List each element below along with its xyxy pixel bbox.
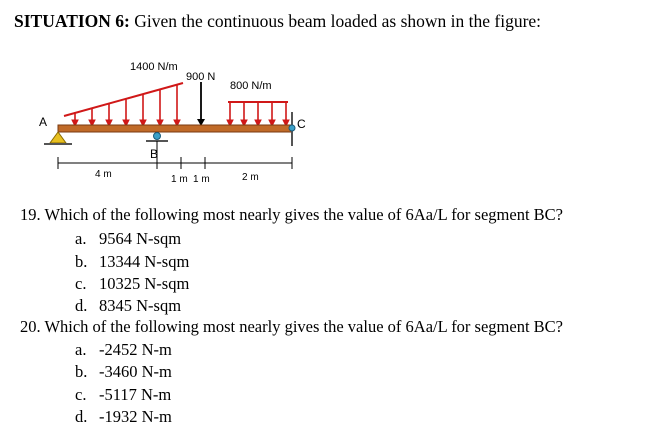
- dim-3-label: 1 m: [193, 174, 210, 185]
- option-letter: a.: [75, 340, 87, 359]
- support-c-icon: [289, 112, 295, 146]
- situation-label: SITUATION 6:: [14, 11, 130, 31]
- beam-figure: [0, 0, 656, 200]
- option-text: 13344 N-sqm: [99, 252, 190, 271]
- question-20: [20, 317, 563, 337]
- point-load-arrow: [197, 82, 205, 126]
- option-text: 8345 N-sqm: [99, 296, 182, 315]
- option-19a: [75, 229, 181, 249]
- option-letter: d.: [75, 296, 88, 315]
- dim-2-label: 1 m: [171, 174, 188, 185]
- option-19c: [75, 274, 189, 294]
- question-number: 20.: [20, 317, 41, 336]
- option-text: -3460 N-m: [99, 362, 172, 381]
- dim-1-label: 4 m: [95, 169, 112, 180]
- support-a-label: A: [39, 115, 48, 129]
- option-20d: [75, 407, 172, 427]
- support-a-icon: [44, 132, 72, 144]
- option-letter: c.: [75, 385, 87, 404]
- situation-text: Given the continuous beam loaded as shown in the figure:: [134, 11, 542, 31]
- load-partial-label: 800 N/m: [230, 80, 272, 92]
- option-20b: [75, 362, 172, 382]
- option-letter: c.: [75, 274, 87, 293]
- option-letter: d.: [75, 407, 88, 426]
- option-text: -5117 N-m: [99, 385, 172, 404]
- option-letter: b.: [75, 362, 88, 381]
- option-text: 9564 N-sqm: [99, 229, 182, 248]
- dim-4-label: 2 m: [242, 172, 259, 183]
- option-text: -2452 N-m: [99, 340, 172, 359]
- load-point-label: 900 N: [186, 71, 216, 83]
- support-b-label: B: [150, 147, 159, 161]
- option-19b: [75, 252, 189, 272]
- option-letter: b.: [75, 252, 88, 271]
- dimension-line: [58, 157, 292, 169]
- question-19: [20, 205, 563, 225]
- question-text: Which of the following most nearly gives the value of 6Aa/L for segment BC?: [44, 205, 564, 224]
- option-text: -1932 N-m: [99, 407, 172, 426]
- support-c-label: C: [297, 117, 306, 131]
- beam: [58, 125, 292, 132]
- option-text: 10325 N-sqm: [99, 274, 190, 293]
- question-text: Which of the following most nearly gives the value of 6Aa/L for segment BC?: [44, 317, 564, 336]
- option-20c: [75, 385, 171, 405]
- option-19d: [75, 296, 181, 316]
- question-number: 19.: [20, 205, 41, 224]
- option-20a: [75, 340, 172, 360]
- option-letter: a.: [75, 229, 87, 248]
- load-uniform-label: 1400 N/m: [130, 61, 178, 73]
